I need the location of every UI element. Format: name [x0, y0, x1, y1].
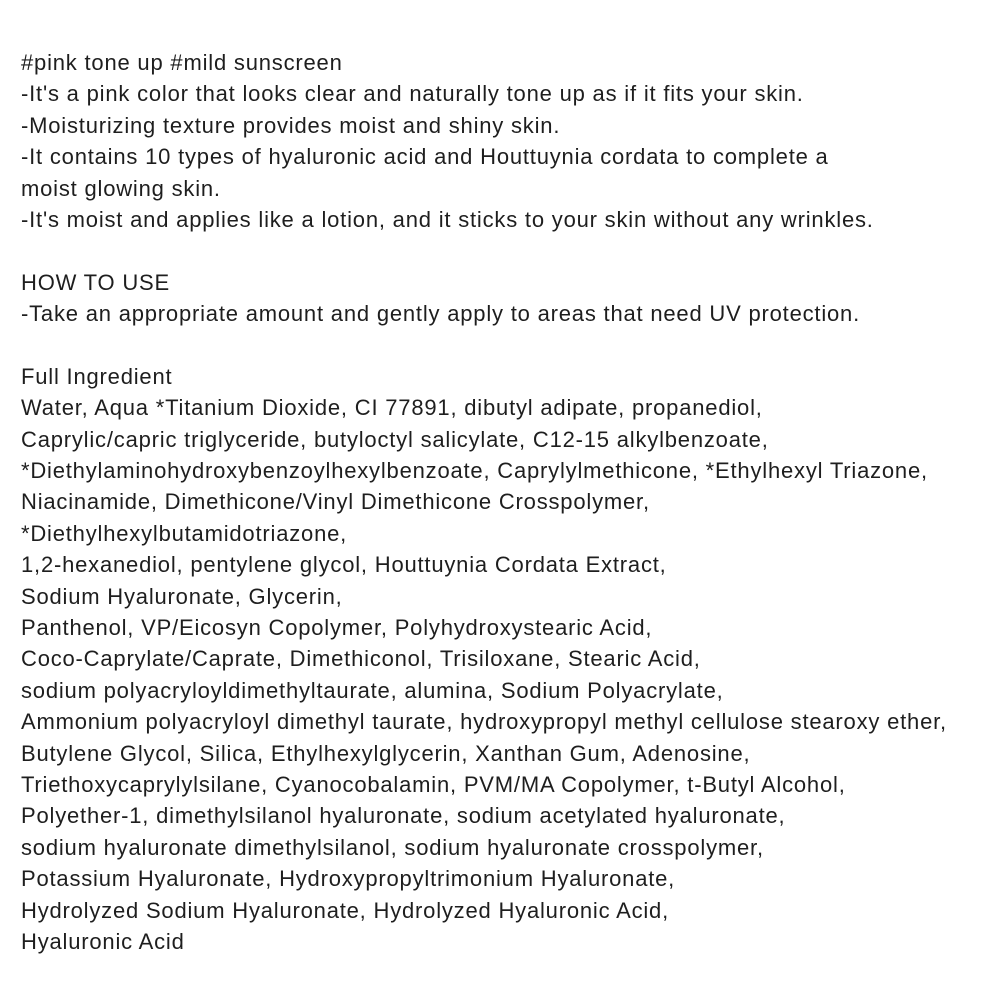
ingredient-line: sodium hyaluronate dimethylsilanol, sodium hyaluronate crosspolymer, [21, 834, 764, 860]
description-line: -It's moist and applies like a lotion, and it sticks to your skin without any wrinkles. [21, 206, 874, 232]
ingredient-line: Caprylic/capric triglyceride, butyloctyl salicylate, C12-15 alkylbenzoate, [21, 426, 769, 452]
description-line: -It's a pink color that looks clear and naturally tone up as if it fits your skin. [21, 81, 804, 107]
how-to-use-heading: HOW TO USE [21, 269, 170, 295]
ingredient-line: Sodium Hyaluronate, Glycerin, [21, 583, 343, 609]
how-to-use-line: -Take an appropriate amount and gently apply to areas that need UV protection. [21, 301, 861, 327]
ingredient-line: sodium polyacryloyldimethyltaurate, alumina, Sodium Polyacrylate, [21, 677, 724, 703]
ingredient-line: Hydrolyzed Sodium Hyaluronate, Hydrolyzed Hyaluronic Acid, [21, 897, 670, 923]
spacer [21, 235, 986, 266]
ingredient-line: Coco-Caprylate/Caprate, Dimethiconol, Trisiloxane, Stearic Acid, [21, 646, 701, 672]
ingredient-line: Butylene Glycol, Silica, Ethylhexylglycerin, Xanthan Gum, Adenosine, [21, 740, 751, 766]
ingredient-line: Hyaluronic Acid [21, 928, 185, 954]
ingredient-line: *Diethylaminohydroxybenzoylhexylbenzoate, Caprylylmethicone, *Ethylhexyl Triazone, [21, 458, 928, 484]
ingredient-line: 1,2-hexanediol, pentylene glycol, Houttuynia Cordata Extract, [21, 552, 667, 578]
ingredient-line: Potassium Hyaluronate, Hydroxypropyltrimonium Hyaluronate, [21, 866, 676, 892]
ingredient-line: Panthenol, VP/Eicosyn Copolymer, Polyhydroxystearic Acid, [21, 615, 653, 641]
ingredient-line: Triethoxycaprylylsilane, Cyanocobalamin, PVM/MA Copolymer, t-Butyl Alcohol, [21, 771, 846, 797]
ingredient-line: Niacinamide, Dimethicone/Vinyl Dimethicone Crosspolymer, [21, 489, 650, 515]
description-line: -Moisturizing texture provides moist and shiny skin. [21, 112, 561, 138]
ingredient-line: *Diethylhexylbutamidotriazone, [21, 520, 348, 546]
spacer [21, 330, 986, 361]
description-line: -It contains 10 types of hyaluronic acid and Houttuynia cordata to complete a [21, 144, 829, 170]
ingredients-heading: Full Ingredient [21, 363, 173, 389]
hashtag-line: #pink tone up #mild sunscreen [21, 50, 343, 75]
ingredient-line: Polyether-1, dimethylsilanol hyaluronate, sodium acetylated hyaluronate, [21, 803, 786, 829]
description-line: moist glowing skin. [21, 175, 221, 201]
ingredient-line: Water, Aqua *Titanium Dioxide, CI 77891, dibutyl adipate, propanediol, [21, 395, 763, 421]
ingredient-line: Ammonium polyacryloyl dimethyl taurate, hydroxypropyl methyl cellulose stearoxy ether, [21, 709, 947, 735]
